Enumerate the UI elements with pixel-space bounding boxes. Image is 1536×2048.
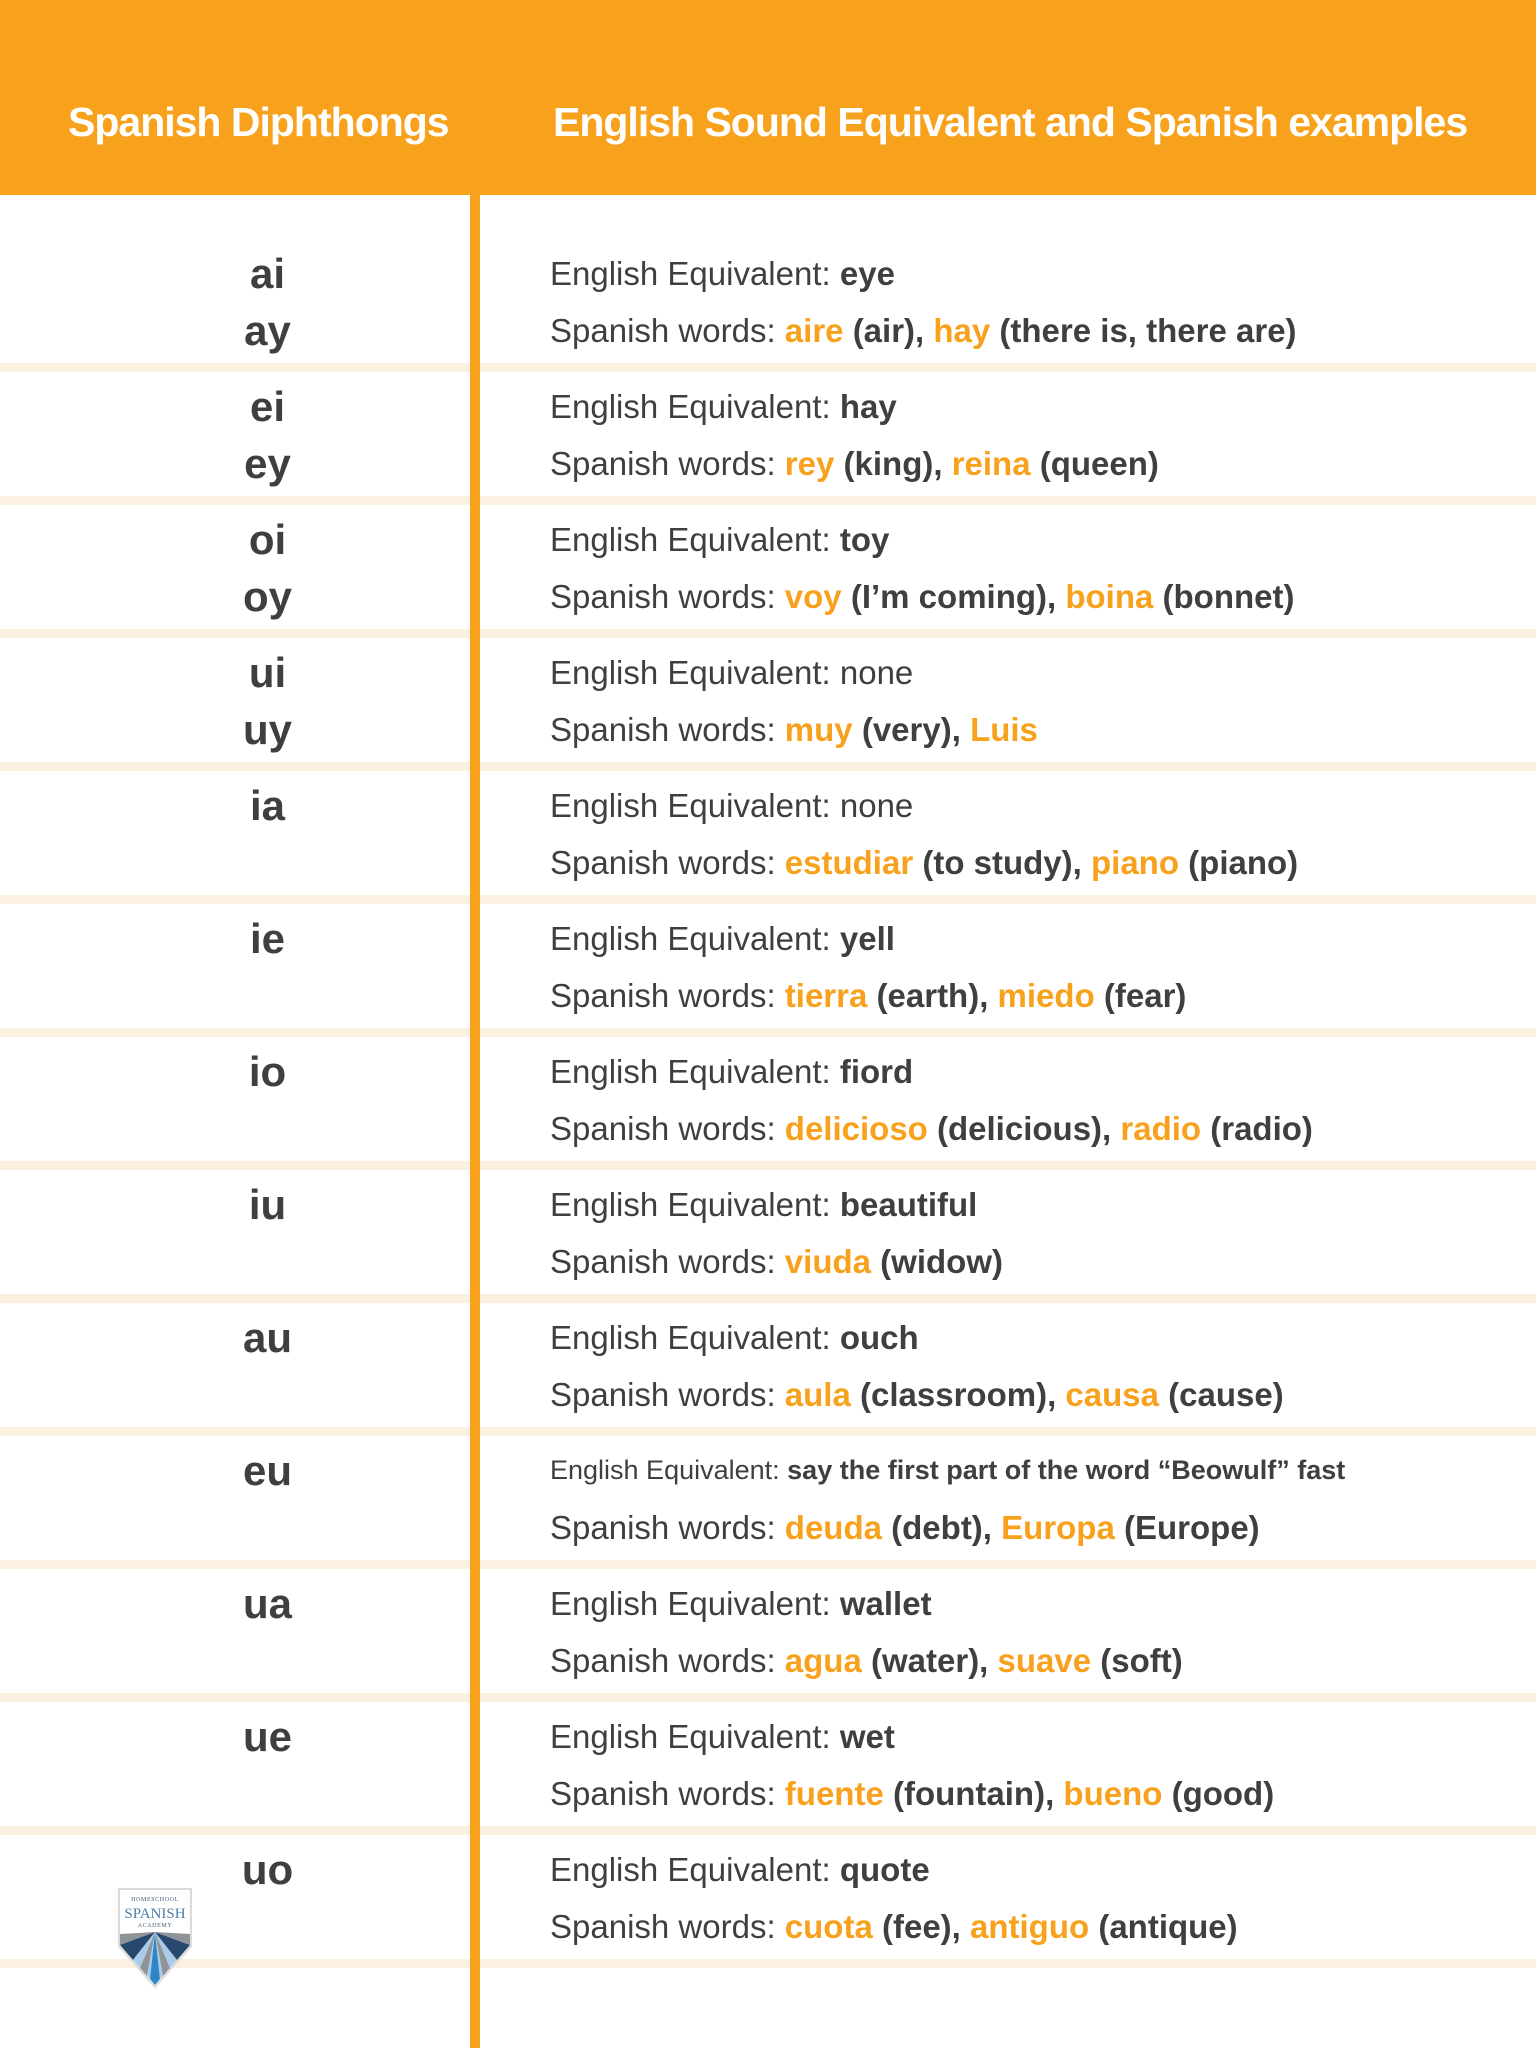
table-row xyxy=(0,1303,1536,1436)
equivalent-column xyxy=(550,771,1516,891)
diphthong-label: ei xyxy=(249,383,286,430)
column-divider-line xyxy=(470,195,480,2048)
word-gloss: (I’m coming), xyxy=(850,578,1057,615)
spanish-word: antiguo xyxy=(970,1908,1090,1945)
equivalent-column xyxy=(550,1170,1516,1290)
spanish-words-line xyxy=(550,1233,1516,1290)
english-equivalent-line xyxy=(550,1575,1516,1632)
english-equivalent-line xyxy=(550,245,1516,302)
spanish-words-label: Spanish words: xyxy=(550,977,785,1014)
word-gloss: (there is, there are) xyxy=(999,312,1297,349)
table-row xyxy=(0,505,1536,638)
spanish-words-label: Spanish words: xyxy=(550,578,785,615)
diphthong-column xyxy=(150,1436,385,1499)
table-row xyxy=(0,1569,1536,1702)
english-equivalent-label: English Equivalent: xyxy=(550,521,840,558)
diphthong-label: oi xyxy=(248,516,287,563)
spanish-words-label: Spanish words: xyxy=(550,1642,785,1679)
diphthong-column xyxy=(150,1037,385,1100)
word-gloss: (antique) xyxy=(1098,1908,1238,1945)
equivalent-column xyxy=(550,1702,1516,1822)
column-header-equivalents: English Sound Equivalent and Spanish examples xyxy=(553,99,1468,145)
english-equivalent-value: beautiful xyxy=(839,1186,978,1223)
equivalent-column xyxy=(550,1569,1516,1689)
english-equivalent-value: wet xyxy=(839,1718,895,1755)
table-row xyxy=(0,1037,1536,1170)
spanish-word: piano xyxy=(1091,844,1179,881)
spanish-words-line xyxy=(550,1765,1516,1822)
logo-text-homeschool: HOMESCHOOL xyxy=(131,1897,179,1903)
diphthong-label: ai xyxy=(249,250,286,297)
spanish-words-line xyxy=(550,967,1516,1024)
diphthong-label: ay xyxy=(244,307,291,354)
word-gloss: (delicious), xyxy=(937,1110,1112,1147)
spanish-word: viuda xyxy=(784,1243,871,1280)
table-row xyxy=(0,1170,1536,1303)
word-gloss: (queen) xyxy=(1039,445,1159,482)
spanish-word: suave xyxy=(997,1642,1092,1679)
english-equivalent-line xyxy=(550,1442,1516,1499)
word-gloss: (to study), xyxy=(922,844,1082,881)
word-gloss: (cause) xyxy=(1168,1376,1284,1413)
spanish-words-line xyxy=(550,1100,1516,1157)
diphthong-label: ia xyxy=(249,782,286,829)
diphthong-label: ie xyxy=(249,915,286,962)
word-gloss: (king), xyxy=(843,445,943,482)
logo-text-spanish: SPANISH xyxy=(124,1906,186,1922)
english-equivalent-value: hay xyxy=(839,388,897,425)
homeschool-spanish-academy-logo xyxy=(116,1886,194,1990)
spanish-word: Europa xyxy=(1001,1509,1115,1546)
spanish-word: reina xyxy=(951,445,1031,482)
spanish-words-label: Spanish words: xyxy=(550,1376,785,1413)
english-equivalent-value: none xyxy=(839,787,914,824)
spanish-words-label: Spanish words: xyxy=(550,844,785,881)
word-gloss: (piano) xyxy=(1188,844,1299,881)
logo-text-academy: ACADEMY xyxy=(137,1923,173,1929)
word-gloss: (fear) xyxy=(1103,977,1187,1014)
english-equivalent-value: toy xyxy=(839,521,890,558)
english-equivalent-line xyxy=(550,1309,1516,1366)
diphthong-label: uy xyxy=(242,706,292,753)
diphthong-label: eu xyxy=(242,1447,292,1494)
equivalent-column xyxy=(550,505,1516,625)
spanish-word: hay xyxy=(933,312,991,349)
diphthong-column xyxy=(150,1170,385,1233)
diphthong-column xyxy=(150,505,385,625)
spanish-word: tierra xyxy=(784,977,868,1014)
english-equivalent-label: English Equivalent: xyxy=(550,1186,840,1223)
diphthong-label: ui xyxy=(248,649,287,696)
equivalent-column xyxy=(550,195,1516,359)
spanish-words-line xyxy=(550,1632,1516,1689)
diphthong-table-body xyxy=(0,195,1536,1968)
word-gloss: (fountain), xyxy=(892,1775,1055,1812)
spanish-words-label: Spanish words: xyxy=(550,711,785,748)
english-equivalent-value: fiord xyxy=(839,1053,914,1090)
column-header-diphthongs: Spanish Diphthongs xyxy=(68,99,449,145)
diphthong-label: uo xyxy=(241,1846,294,1893)
spanish-words-label: Spanish words: xyxy=(550,312,785,349)
equivalent-column xyxy=(550,1037,1516,1157)
spanish-words-line xyxy=(550,302,1516,359)
table-row xyxy=(0,904,1536,1037)
spanish-words-line xyxy=(550,1499,1516,1556)
english-equivalent-line xyxy=(550,1841,1516,1898)
spanish-words-line xyxy=(550,1898,1516,1955)
spanish-word: muy xyxy=(784,711,853,748)
word-gloss: (soft) xyxy=(1100,1642,1183,1679)
spanish-words-line xyxy=(550,435,1516,492)
english-equivalent-line xyxy=(550,1708,1516,1765)
spanish-word: bueno xyxy=(1063,1775,1163,1812)
diphthong-column xyxy=(150,638,385,758)
diphthong-column xyxy=(150,1702,385,1765)
english-equivalent-value: eye xyxy=(839,255,895,292)
equivalent-column xyxy=(550,1835,1516,1955)
english-equivalent-line xyxy=(550,378,1516,435)
spanish-words-line xyxy=(550,834,1516,891)
diphthong-column xyxy=(150,771,385,834)
english-equivalent-line xyxy=(550,1043,1516,1100)
equivalent-column xyxy=(550,372,1516,492)
equivalent-column xyxy=(550,1436,1516,1556)
spanish-words-label: Spanish words: xyxy=(550,1243,785,1280)
diphthong-label: ue xyxy=(242,1713,292,1760)
spanish-word: cuota xyxy=(784,1908,873,1945)
english-equivalent-line xyxy=(550,1176,1516,1233)
diphthong-label: au xyxy=(242,1314,292,1361)
english-equivalent-label: English Equivalent: xyxy=(550,388,840,425)
word-gloss: (air), xyxy=(852,312,925,349)
english-equivalent-label: English Equivalent: xyxy=(550,1851,840,1888)
diphthong-label: oy xyxy=(242,573,292,620)
diphthong-label: ua xyxy=(242,1580,292,1627)
table-row xyxy=(0,372,1536,505)
spanish-word: voy xyxy=(784,578,842,615)
word-gloss: (radio) xyxy=(1210,1110,1313,1147)
diphthong-label: io xyxy=(248,1048,287,1095)
spanish-words-line xyxy=(550,1366,1516,1423)
spanish-word: aula xyxy=(784,1376,851,1413)
english-equivalent-label: English Equivalent: xyxy=(550,1053,840,1090)
spanish-words-line xyxy=(550,568,1516,625)
english-equivalent-line xyxy=(550,511,1516,568)
english-equivalent-label: English Equivalent: xyxy=(550,1718,840,1755)
equivalent-column xyxy=(550,1303,1516,1423)
english-equivalent-value: none xyxy=(839,654,914,691)
table-row xyxy=(0,1702,1536,1835)
word-gloss: (bonnet) xyxy=(1162,578,1295,615)
english-equivalent-value: say the first part of the word “Beowulf” fast xyxy=(787,1455,1346,1485)
english-equivalent-value: quote xyxy=(839,1851,930,1888)
table-row xyxy=(0,1835,1536,1968)
spanish-word: delicioso xyxy=(784,1110,928,1147)
diphthong-column xyxy=(150,1303,385,1366)
spanish-words-label: Spanish words: xyxy=(550,1908,785,1945)
table-row xyxy=(0,638,1536,771)
table-row xyxy=(0,195,1536,372)
spanish-words-label: Spanish words: xyxy=(550,1110,785,1147)
equivalent-column xyxy=(550,638,1516,758)
english-equivalent-value: wallet xyxy=(839,1585,932,1622)
spanish-word: causa xyxy=(1065,1376,1159,1413)
spanish-words-label: Spanish words: xyxy=(550,1775,785,1812)
diphthong-column xyxy=(150,1569,385,1632)
english-equivalent-label: English Equivalent: xyxy=(550,1319,840,1356)
table-header xyxy=(0,0,1536,195)
english-equivalent-line xyxy=(550,910,1516,967)
english-equivalent-line xyxy=(550,777,1516,834)
spanish-words-label: Spanish words: xyxy=(550,445,785,482)
word-gloss: (good) xyxy=(1171,1775,1275,1812)
word-gloss: (debt), xyxy=(891,1509,992,1546)
spanish-word: Luis xyxy=(970,711,1038,748)
spanish-word: agua xyxy=(784,1642,862,1679)
spanish-word: boina xyxy=(1065,578,1154,615)
english-equivalent-label: English Equivalent: xyxy=(550,1585,840,1622)
spanish-word: estudiar xyxy=(784,844,914,881)
diphthong-label: iu xyxy=(248,1181,287,1228)
diphthong-column xyxy=(150,372,385,492)
spanish-word: aire xyxy=(784,312,844,349)
spanish-word: rey xyxy=(784,445,835,482)
spanish-words-label: Spanish words: xyxy=(550,1509,785,1546)
english-equivalent-line xyxy=(550,644,1516,701)
word-gloss: (classroom), xyxy=(860,1376,1057,1413)
english-equivalent-label: English Equivalent: xyxy=(550,787,840,824)
english-equivalent-label: English Equivalent: xyxy=(550,255,840,292)
word-gloss: (water), xyxy=(871,1642,989,1679)
word-gloss: (widow) xyxy=(880,1243,1003,1280)
table-row xyxy=(0,771,1536,904)
equivalent-column xyxy=(550,904,1516,1024)
english-equivalent-label: English Equivalent: xyxy=(550,920,840,957)
english-equivalent-value: ouch xyxy=(839,1319,919,1356)
spanish-word: deuda xyxy=(784,1509,882,1546)
english-equivalent-value: yell xyxy=(839,920,895,957)
diphthong-column xyxy=(150,195,385,359)
english-equivalent-label: English Equivalent: xyxy=(550,1455,788,1485)
spanish-words-line xyxy=(550,701,1516,758)
word-gloss: (very), xyxy=(861,711,961,748)
spanish-word: radio xyxy=(1120,1110,1202,1147)
table-row xyxy=(0,1436,1536,1569)
spanish-word: fuente xyxy=(784,1775,884,1812)
word-gloss: (earth), xyxy=(876,977,989,1014)
word-gloss: (Europe) xyxy=(1124,1509,1260,1546)
diphthong-column xyxy=(150,904,385,967)
diphthong-label: ey xyxy=(244,440,291,487)
english-equivalent-label: English Equivalent: xyxy=(550,654,840,691)
spanish-word: miedo xyxy=(997,977,1095,1014)
word-gloss: (fee), xyxy=(881,1908,961,1945)
